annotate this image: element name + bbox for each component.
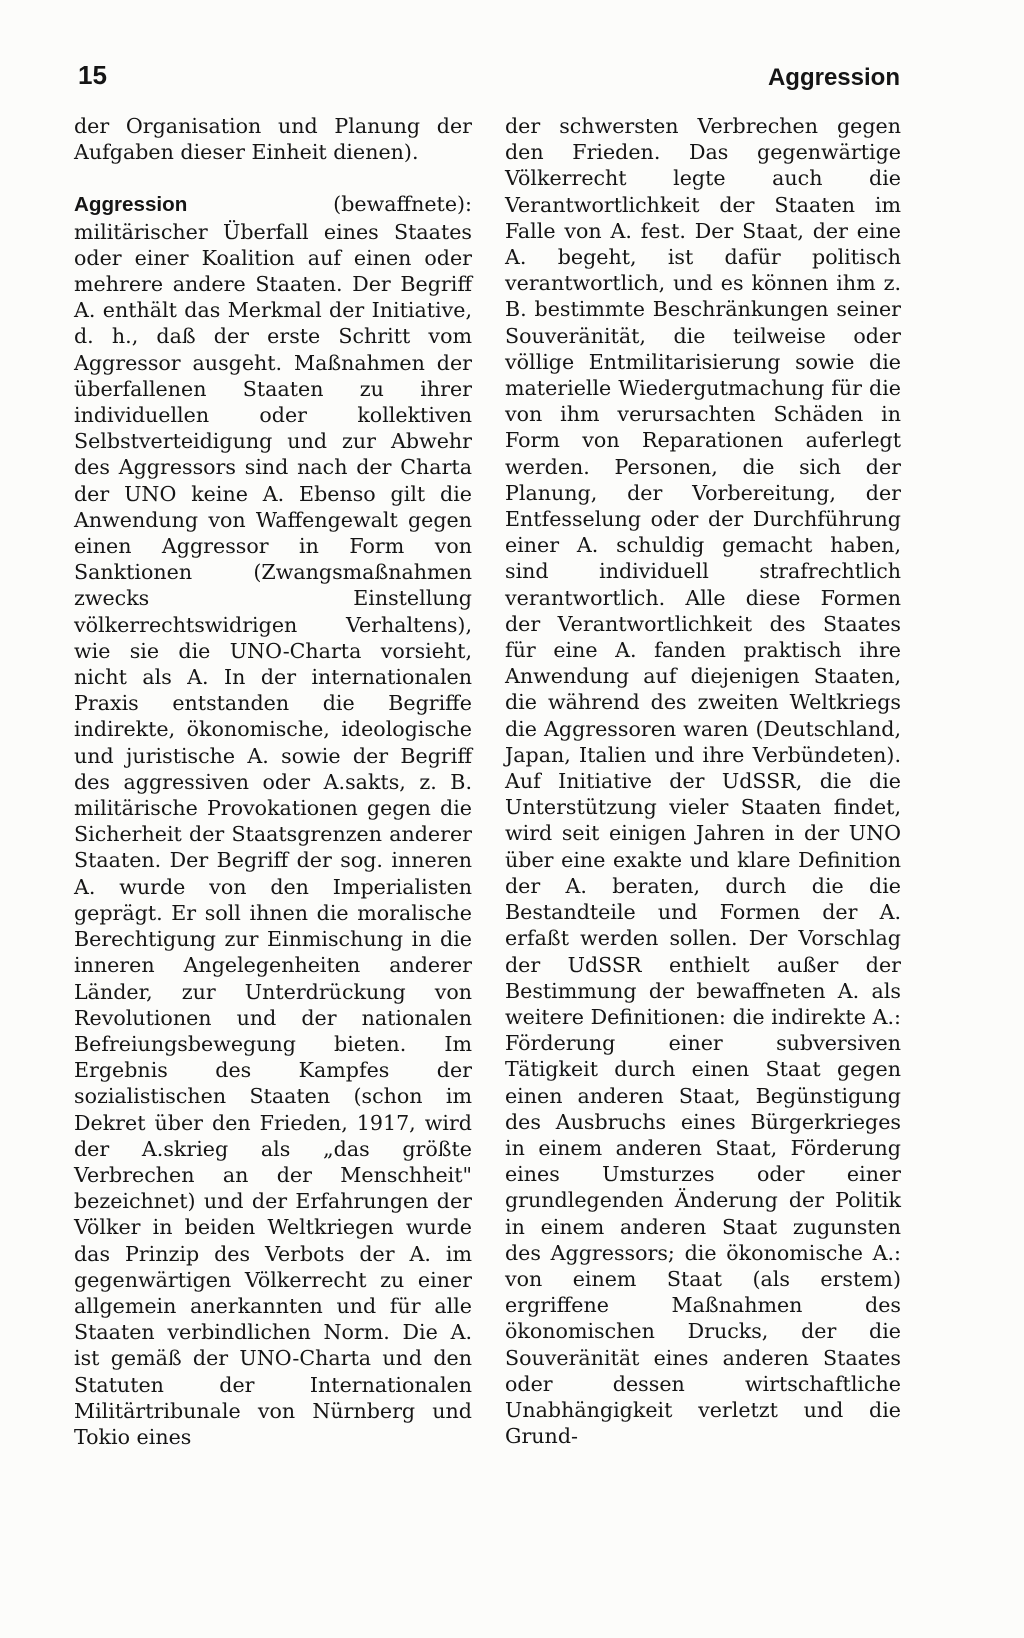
right-column — [505, 113, 901, 1449]
entry-body: (bewaffnete): militärischer Überfall eines Staates oder einer Koalition auf einen oder mehrere andere Staaten. Der Begriff A. enthält das Merkmal der Initiative, d. h., daß der erste Schritt vom Aggressor ausgeht. Maßnahmen der überfallenen Staaten zu ihrer individuellen oder kollektiven Selbstverteidigung und zur Abwehr des Aggressors sind nach der Charta der UNO keine A. Ebenso gilt die Anwendung von Waffengewalt gegen einen Aggressor in Form von Sanktionen (Zwangsmaßnahmen zwecks Einstellung völkerrechtswidrigen Verhaltens), wie sie die UNO-Charta vorsieht, nicht als A. In der internationalen Praxis entstanden die Begriffe indirekte, ökonomische, ideologische und juristische A. sowie der Begriff des aggressiven oder A.sakts, z. B. militärische Provokationen gegen die Sicherheit der Staatsgrenzen anderer Staaten. Der Begriff der sog. inneren A. wurde von den Imperialisten geprägt. Er soll ihnen die moralische Berechtigung zur Einmischung in die inneren Angelegenheiten anderer Länder, zur Unterdrückung von Revolutionen und der nationalen Befreiungsbewegung bieten. Im Ergebnis des Kampfes der sozialistischen Staaten (schon im Dekret über den Frieden, 1917, wird der A.skrieg als „das größte Verbrechen an der Menschheit" bezeichnet) und der Erfahrungen der Völker in beiden Weltkriegen wurde das Prinzip des Verbots der A. im gegenwärtigen Völkerrecht zu einer allgemein anerkannten und für alle Staaten verbindlichen Norm. Die A. ist gemäß der UNO-Charta und den Statuten der Internationalen Militärtribunale von Nürnberg und Tokio eines — [74, 192, 472, 1449]
page-number: 15 — [78, 60, 107, 90]
left-column — [74, 113, 472, 1450]
entry-term: Aggression — [74, 193, 188, 217]
running-head: Aggression — [767, 64, 900, 91]
entry-paragraph — [74, 191, 472, 1450]
right-column-paragraph: der schwersten Verbrechen gegen den Frieden. Das gegenwärtige Völkerrecht legte auch die Verantwortlichkeit der Staaten im Falle von A. fest. Der Staat, der eine A. begeht, ist dafür politisch verantwortlich, und es können ihm z. B. bestimmte Beschränkungen seiner Souveränität, die teilweise oder völlige Entmilitarisierung sowie die materielle Wiedergutmachung für die von ihm verursachten Schäden in Form von Reparationen auferlegt werden. Personen, die sich der Planung, der Vorbereitung, der Entfesselung oder der Durchführung einer A. schuldig gemacht haben, sind individuell strafrechtlich verantwortlich. Alle diese Formen der Verantwortlichkeit des Staates für eine A. fanden praktisch ihre Anwendung auf diejenigen Staaten, die während des zweiten Weltkriegs die Aggressoren waren (Deutschland, Japan, Italien und ihre Verbündeten). Auf Initiative der UdSSR, die die Unterstützung vieler Staaten findet, wird seit einigen Jahren in der UNO über eine exakte und klare Definition der A. beraten, durch die die Bestandteile und Formen der A. erfaßt werden sollen. Der Vorschlag der UdSSR enthielt außer der Bestimmung der bewaffneten A. als weitere Definitionen: die indirekte A.: Förderung einer subversiven Tätigkeit durch einen Staat gegen einen anderen Staat, Begünstigung des Ausbruchs eines Bürgerkrieges in einem anderen Staat, Förderung eines Umsturzes oder einer grundlegenden Änderung der Politik in einem anderen Staat zugunsten des Aggressors; die ökonomische A.: von einem Staat (als erstem) ergriffene Maßnahmen des ökonomischen Drucks, der die Souveränität eines anderen Staates oder dessen wirtschaftliche Unabhängigkeit verletzt und die Grund- — [505, 114, 901, 1449]
continuation-paragraph: der Organisation und Planung der Aufgaben dieser Einheit dienen). — [74, 114, 472, 165]
